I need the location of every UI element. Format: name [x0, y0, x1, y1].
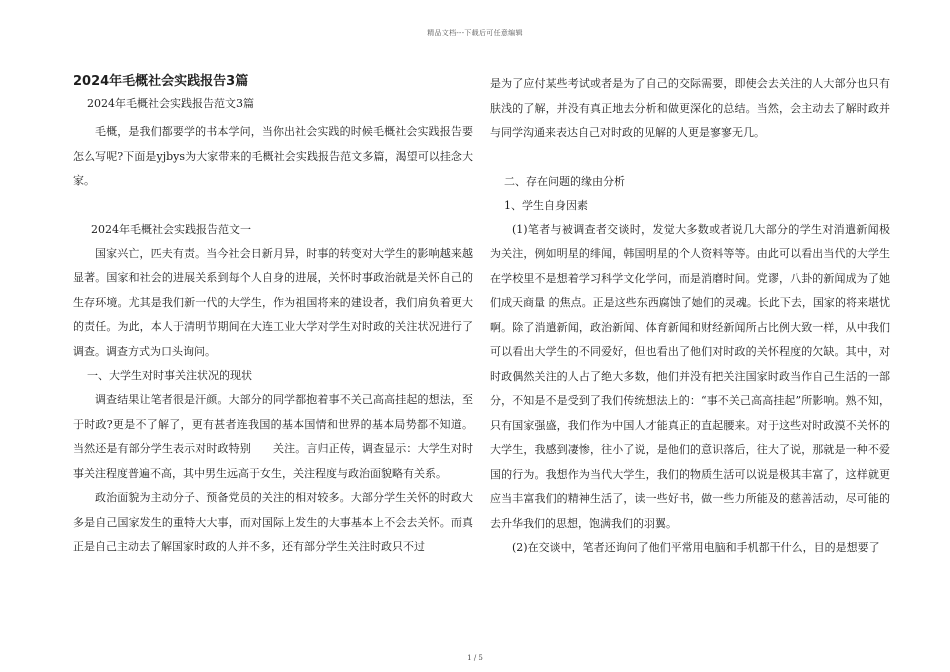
body-paragraph: (1)笔者与被调查者交谈时，发觉大多数或者说几大部分的学生对消遣新闻极为关注，例如明星的绯闻，韩国明星的个人资料等等。由此可以看出当代的大学生在学校里不是想着学习科学文化学问，而是消磨时间。党谬，八卦的新闻成为了她们成天商量 的焦点。正是这些东西腐蚀了她们的灵魂。长此下去，国家的将来堪忧啊。除了消遣新闻，政治新闻、体育新闻和财经新闻所占比例大致一样，从中我们可以看出大学生的不同爱好，但也看出了他们对时政的关怀程度的欠缺。其中，对时政偶然关注的人占了绝大多数，他们并没有把关注国家时政当作自己生活的一部分，不知是不是受到了我们传统想法上的：“事不关己高高挂起”所影响。熟不知，只有国家强盛，我们作为中国人才能真正的直起腰来。对于这些对时政漠不关怀的大学生，我感到凄惨，往小了说，是他们的意识落后，往大了说，那就是一种不爱国的行为。我想作为当代大学生，我们的物质生活可以说是极其丰富了，这样就更应当丰富我们的精神生活了，读一些好书，做一些力所能及的慈善活动，尽可能的去升华我们的思想，饱满我们的羽翼。 [490, 222, 890, 530]
spacer [73, 194, 473, 218]
document-title: 2024年毛概社会实践报告3篇 [73, 74, 249, 89]
right-column [490, 72, 890, 561]
spacer [490, 146, 890, 170]
section-heading: 一、大学生对时事关注状况的现状 [87, 369, 252, 382]
body-paragraph: 政治面貌为主动分子、预备党员的关注的相对较多。大部分学生关怀的时政大多是自己国家发生的重特大大事，而对国际上发生的大事基本上不会去关怀。而真正是自己主动去了解国家时政的人并不多，还有部分学生关注时政只不过 [73, 491, 473, 553]
page-header: 精品文档---下载后可任意编辑 [427, 29, 523, 37]
section-title: 2024年毛概社会实践报告范文一 [91, 222, 251, 236]
left-column [73, 62, 473, 560]
body-paragraph: (2)在交谈中，笔者还询问了他们平常用电脑和手机都干什么，目的是想要了 [512, 541, 880, 554]
document-subtitle: 2024年毛概社会实践报告范文3篇 [87, 97, 254, 110]
body-paragraph: 是为了应付某些考试或者是为了自己的交际需要，即使会去关注的人大部分也只有肤浅的了解，并没有真正地去分析和做更深化的总结。当然，会主动去了解时政并与同学沟通来表达自己对时政的见解的人更是寥寥无几。 [490, 77, 890, 139]
body-paragraph: 调查结果让笔者很是汗颜。大部分的同学都抱着事不关己高高挂起的想法，至于时政?更是不了解了，更有甚者连我国的基本国情和世界的基本局势都不知道。当然还是有部分学生表示对时政特别 关注。言归正传，调查显示：大学生对时事关注程度普遍不高，其中男生远高于女生，关注程度与政治面貌略有关系。 [73, 393, 473, 480]
subsection-heading: 1、学生自身因素 [504, 198, 588, 212]
page-number: 1 / 5 [467, 654, 483, 662]
body-paragraph: 国家兴亡，匹夫有责。当今社会日新月异，时事的转变对大学生的影响越来越显著。国家和社会的进展关系到每个人自身的进展，关怀时事政治就是关怀自己的生存环境。尤其是我们新一代的大学生，作为祖国将来的建设者，我们肩负着更大的责任。为此，本人于清明节期间在大连工业大学对学生对时政的关注状况进行了调查。调查方式为口头询问。 [73, 246, 473, 358]
section-heading: 二、存在问题的缘由分析 [504, 174, 625, 188]
intro-paragraph: 毛概，是我们都要学的书本学问，当你出社会实践的时候毛概社会实践报告要怎么写呢?下面是yjbys为大家带来的毛概社会实践报告范文多篇，渴望可以挂念大家。 [73, 125, 473, 187]
